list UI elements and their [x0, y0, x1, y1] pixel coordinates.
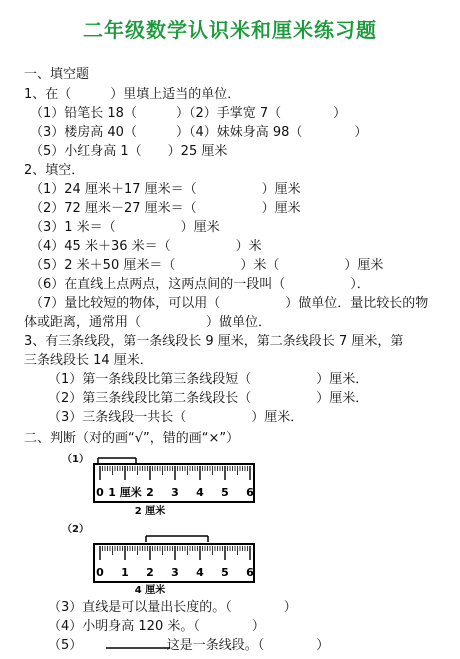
q1-prompt: 1、在（ ）里填上适当的单位． [24, 87, 241, 102]
q2-item: （1）24 厘米＋17 厘米＝（ ）厘米 [30, 182, 301, 197]
ruler-tick-label: 0 [96, 566, 104, 579]
q2-item-continued: 体或距离，通常用（ ）做单位． [24, 315, 272, 330]
ruler-tick-label: 2 [146, 566, 154, 579]
q2-item: （4）45 米＋36 米＝（ ）米 [30, 239, 262, 254]
ruler-tick-label: 3 [171, 566, 179, 579]
ruler-tick-label: 6 [246, 566, 254, 579]
ruler1-caption: 2 厘米 [134, 506, 166, 517]
q2-prompt: 2、填空． [24, 163, 85, 178]
ruler-tick-label: 1 [121, 566, 129, 579]
ruler-tick-label: 6 [246, 486, 254, 499]
ruler-tick-label: 4 [196, 566, 204, 579]
ruler-tick-label: 5 [221, 486, 229, 499]
q2-item: （5）2 米＋50 厘米＝（ ）米（ ）厘米 [30, 258, 384, 273]
q2-item: （6）在直线上点两点，这两点间的一段叫（ ）． [30, 277, 370, 292]
q3-prompt-continued: 三条线段长 14 厘米． [24, 353, 153, 368]
section1-heading: 一、填空题 [24, 67, 90, 82]
q2-item: （2）72 厘米－27 厘米＝（ ）厘米 [30, 201, 301, 216]
section2-heading: 二、判断（对的画“√”，错的画“×”） [24, 431, 240, 446]
q2-item: （7）量比较短的物体，可以用（ ）做单位．量比较长的物 [30, 296, 429, 311]
ruler1-figure [90, 452, 260, 520]
ruler-tick-label: 0 [96, 486, 104, 499]
ruler2-figure [90, 530, 260, 596]
ruler2-label: （2） [62, 524, 89, 535]
page-title: 二年级数学认识米和厘米练习题 [83, 18, 377, 42]
judge-item: （3）直线是可以量出长度的。（ ） [48, 600, 297, 615]
q3-item: （2）第三条线段比第二条线段长（ ）厘米． [48, 391, 369, 406]
ruler1-label: （1） [62, 454, 89, 465]
q1-row3: （5）小红身高 1（ ）25 厘米 [30, 144, 228, 159]
ruler-tick-label: 1 厘米 [108, 486, 142, 499]
q1-row2: （3）楼房高 40（ ）（4）妹妹身高 98（ ） [30, 125, 368, 140]
q3-item: （3）三条线段一共长（ ）厘米． [48, 410, 304, 425]
q1-row1: （1）铅笔长 18（ ）（2）手掌宽 7（ ） [30, 106, 347, 121]
segment-figure [104, 644, 174, 652]
judge-item: （4）小明身高 120 米。（ ） [48, 619, 265, 634]
ruler-tick-label: 4 [196, 486, 204, 499]
q2-item: （3）1 米＝（ ）厘米 [30, 220, 220, 235]
judge-item: （5） 这是一条线段。（ ） [48, 638, 330, 653]
q3-item: （1）第一条线段比第三条线段短（ ）厘米． [48, 372, 369, 387]
q3-prompt: 3、有三条线段，第一条线段长 9 厘米，第二条线段长 7 厘米，第 [24, 334, 404, 349]
ruler-tick-label: 2 [146, 486, 154, 499]
ruler-tick-label: 3 [171, 486, 179, 499]
ruler2-caption: 4 厘米 [134, 585, 166, 596]
ruler-tick-label: 5 [221, 566, 229, 579]
